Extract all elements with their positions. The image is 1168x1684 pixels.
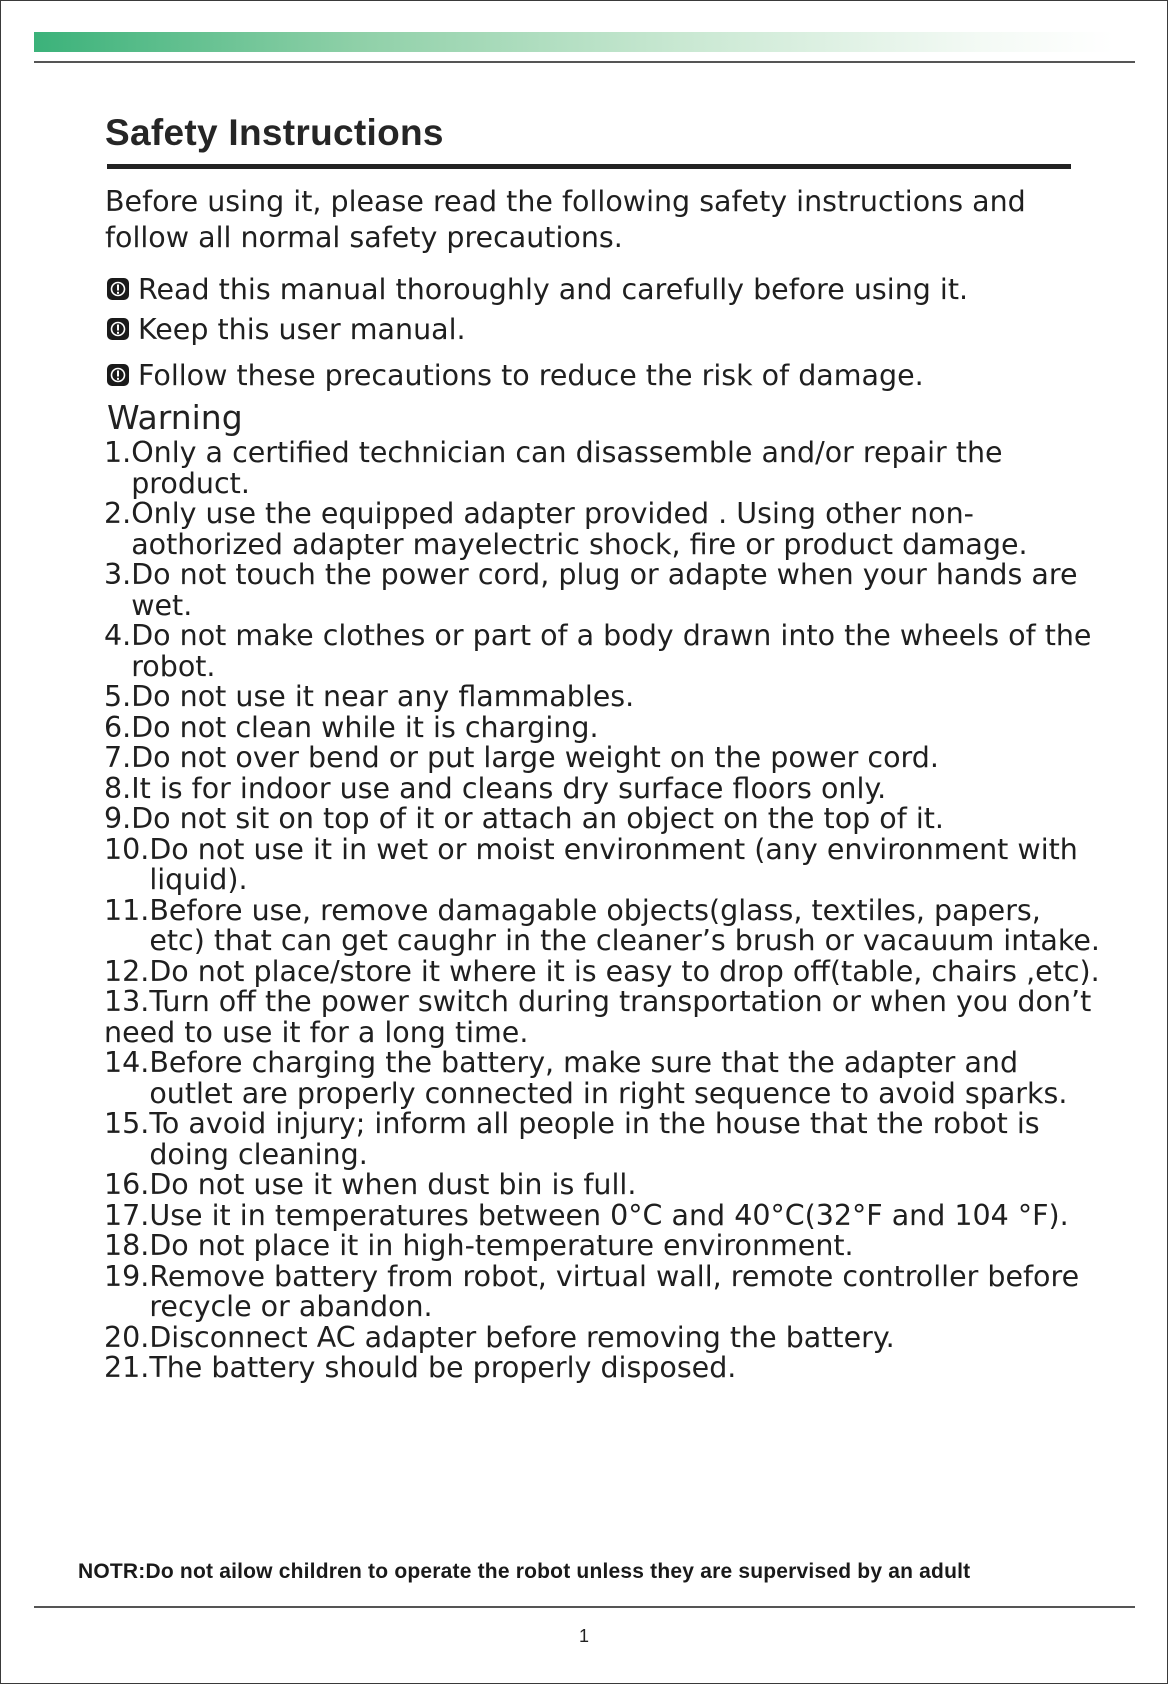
precaution-bullets xyxy=(107,269,968,395)
item-number: 19. xyxy=(104,1259,150,1293)
item-number: 8. xyxy=(104,771,132,805)
item-text: It is for indoor use and cleans dry surface floors only. xyxy=(131,771,887,805)
warning-item xyxy=(104,832,1104,896)
item-number: 4. xyxy=(104,619,132,652)
warning-item xyxy=(104,1353,1104,1384)
item-text: Remove battery from robot, virtual wall, remote controller before recycle or abandon. xyxy=(149,1259,1080,1323)
intro-paragraph: Before using it, please read the following safety instructions and follow all normal safety precautions. xyxy=(105,185,1026,254)
warning-item xyxy=(104,1231,1104,1262)
item-number: 6. xyxy=(104,710,132,744)
item-number: 1. xyxy=(104,436,132,469)
item-text: Only use the equipped adapter provided . Using other non-aothorized adapter mayelectric shock, fire or product damage. xyxy=(131,497,1028,561)
header-gradient-bar xyxy=(34,32,1114,52)
warning-item xyxy=(104,710,1104,744)
item-number: 17. xyxy=(104,1198,150,1232)
warning-item xyxy=(104,621,1104,682)
supervision-note: NOTR:Do not ailow children to operate the robot unless they are supervised by an adult xyxy=(78,1560,971,1583)
item-number: 20. xyxy=(104,1320,150,1354)
item-text: Before charging the battery, make sure that the adapter and outlet are properly connected in right sequence to avoid sparks. xyxy=(149,1046,1068,1110)
warning-item xyxy=(104,1048,1104,1109)
warning-item xyxy=(104,1259,1104,1323)
bullet-item xyxy=(107,309,968,349)
warning-item xyxy=(104,987,1104,1048)
warning-item xyxy=(104,438,1104,499)
warning-item xyxy=(104,1170,1104,1201)
item-number: 5. xyxy=(104,680,132,713)
warning-item xyxy=(104,804,1104,835)
warning-item xyxy=(104,1109,1104,1170)
bullet-item xyxy=(107,269,968,309)
item-text: Do not place/store it where it is easy to drop off(table, chairs ,etc). xyxy=(149,954,1100,988)
item-number: 18. xyxy=(104,1229,150,1262)
item-number: 14. xyxy=(104,1046,150,1079)
bullet-text: Read this manual thoroughly and carefully before using it. xyxy=(138,272,969,306)
item-text: Before use, remove damagable objects(glass, textiles, papers, etc) that can get caughr in the cleaner’s brush or vacauum intake. xyxy=(149,893,1100,957)
item-text: Do not make clothes or part of a body drawn into the wheels of the robot. xyxy=(131,619,1092,683)
warning-item xyxy=(104,771,1104,805)
item-text: The battery should be properly disposed. xyxy=(149,1351,737,1384)
warning-item xyxy=(104,743,1104,774)
warning-item xyxy=(104,893,1104,957)
item-number: 10. xyxy=(104,832,150,866)
bullet-item xyxy=(107,355,968,395)
item-number: 9. xyxy=(104,802,132,835)
item-text: Do not use it in wet or moist environment (any environment with liquid). xyxy=(149,832,1078,896)
item-text: Do not use it when dust bin is full. xyxy=(149,1168,637,1201)
header-rule xyxy=(34,61,1135,63)
item-number: 12. xyxy=(104,954,150,988)
item-number: 2. xyxy=(104,497,132,530)
item-text: Do not use it near any flammables. xyxy=(131,680,635,713)
item-text: To avoid injury; inform all people in the house that the robot is doing cleaning. xyxy=(149,1107,1040,1171)
warning-item xyxy=(104,1320,1104,1354)
warning-item xyxy=(104,954,1104,988)
warning-exclamation-icon xyxy=(107,364,129,386)
item-text: Do not place it in high-temperature environment. xyxy=(149,1229,854,1262)
page-number: 1 xyxy=(578,1626,589,1646)
warning-exclamation-icon xyxy=(107,318,129,340)
warning-exclamation-icon xyxy=(107,278,129,300)
item-number: 21. xyxy=(104,1351,150,1384)
item-number: 7. xyxy=(104,741,132,774)
item-number: 3. xyxy=(104,558,132,591)
warning-item xyxy=(104,682,1104,713)
item-number: 16. xyxy=(104,1168,150,1201)
item-text: Turn off the power switch during transportation or when you don’t need to use it for a long time. xyxy=(104,985,1092,1049)
page-title: Safety Instructions xyxy=(105,112,444,153)
title-underline xyxy=(107,164,1071,169)
item-number: 15. xyxy=(104,1107,150,1140)
bullet-text: Follow these precautions to reduce the risk of damage. xyxy=(138,358,924,392)
warning-heading: Warning xyxy=(107,398,243,437)
item-number: 11. xyxy=(104,893,150,927)
warning-item xyxy=(104,1198,1104,1232)
item-text: Only a certified technician can disassemble and/or repair the product. xyxy=(131,436,1003,500)
item-text: Do not sit on top of it or attach an object on the top of it. xyxy=(131,802,944,835)
warning-item xyxy=(104,499,1104,560)
item-number: 13. xyxy=(104,985,150,1018)
warning-item xyxy=(104,560,1104,621)
bullet-text: Keep this user manual. xyxy=(138,312,466,346)
item-text: Use it in temperatures between 0°C and 40°C(32°F and 104 °F). xyxy=(149,1198,1069,1232)
item-text: Disconnect AC adapter before removing the battery. xyxy=(149,1320,895,1354)
item-text: Do not touch the power cord, plug or adapte when your hands are wet. xyxy=(131,558,1078,622)
item-text: Do not clean while it is charging. xyxy=(131,710,599,744)
item-text: Do not over bend or put large weight on the power cord. xyxy=(131,741,939,774)
warning-list xyxy=(104,438,1104,1384)
footer-rule xyxy=(34,1606,1135,1608)
